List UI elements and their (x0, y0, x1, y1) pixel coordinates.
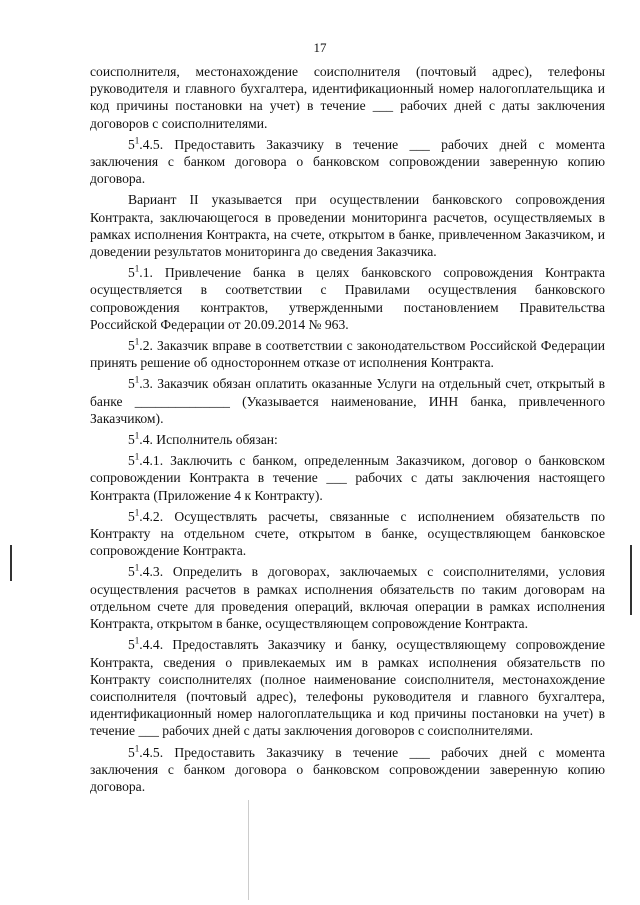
right-margin-mark (630, 545, 632, 615)
clause-paragraph: $5^1.4.2$. Осуществлять расчеты, связанные с исполнением обязательств по Контракту на отдельном счете, открытом в банке, осуществляющем банковское сопровождение Контракта. (90, 507, 605, 559)
clause-paragraph: $5^1.3$. Заказчик обязан оплатить оказанные Услуги на отдельный счет, открытый в банке ______________ (Указывается наименование, ИНН банка, привлеченного Заказчиком). (90, 374, 605, 426)
page-number: 17 (313, 40, 327, 55)
clause-paragraph: $5^1.4.1$. Заключить с банком, определенным Заказчиком, договор о банковском сопровождении Контракта в течение ___ рабочих с даты заключения настоящего Контракта (Приложение 4 к Контракту). (90, 451, 605, 503)
scan-artifact-line (248, 800, 249, 900)
clause-paragraph: $5^1.4.4$. Предоставлять Заказчику и банку, осуществляющему сопровождение Контракта, сведения о привлекаемых им в рамках исполнения обязательств по Контракту соисполнителях (полное наименование соисполнителя, местонахождение соисполнителя (почтовый адрес), телефоны руководителя и главного бухгалтера, идентификационный номер налогоплательщика и код причины постановки на учет) в течение ___ рабочих дней с даты заключения договоров с соисполнителями. (90, 635, 605, 739)
clause-paragraph: $5^1.1$. Привлечение банка в целях банковского сопровождения Контракта осуществляется в соответствии с Правилами осуществления банковского сопровождения контрактов, утвержденными постановлением Правительства Российской Федерации от 20.09.2014 № 963. (90, 263, 605, 332)
clause-paragraph: $5^1.4.5$. Предоставить Заказчику в течение ___ рабочих дней с момента заключения с банком договора о банковском сопровождении заверенную копию договора. (90, 742, 605, 794)
clause-paragraph: $5^1.4.5$. Предоставить Заказчику в течение ___ рабочих дней с момента заключения с банком договора о банковском сопровождении заверенную копию договора. (90, 135, 605, 187)
clause-paragraph: $5^1.2$. Заказчик вправе в соответствии с законодательством Российской Федерации принять решение об одностороннем отказе от исполнения Контракта. (90, 336, 605, 371)
paragraph: соисполнителя, местонахождение соисполнителя (почтовый адрес), телефоны руководителя и главного бухгалтера, идентификационный номер налогоплательщика и код причины постановки на учет) в течение ___ рабочих дней с даты заключения договоров с соисполнителями. (90, 64, 605, 131)
clause-paragraph: $5^1.4$. Исполнитель обязан: (128, 430, 278, 448)
clause-paragraph: $5^1.4.3$. Определить в договорах, заключаемых с соисполнителями, условия осуществления расчетов в рамках исполнения обязательств по таким договорам на отдельном счете для проведения операций, включая операции в рамках исполнения Контракта, открытом в банке, осуществляющем сопровождение Контракта. (90, 562, 605, 632)
left-margin-mark (10, 545, 12, 581)
variant-note: Вариант II указывается при осуществлении банковского сопровождения Контракта, заключающегося в проведении мониторинга расчетов, осуществляемых в рамках исполнения Контракта, на счете, открытом в банке, привлеченном Заказчиком, и доведении результатов мониторинга до сведения Заказчика. (90, 192, 605, 260)
document-body (90, 63, 605, 799)
